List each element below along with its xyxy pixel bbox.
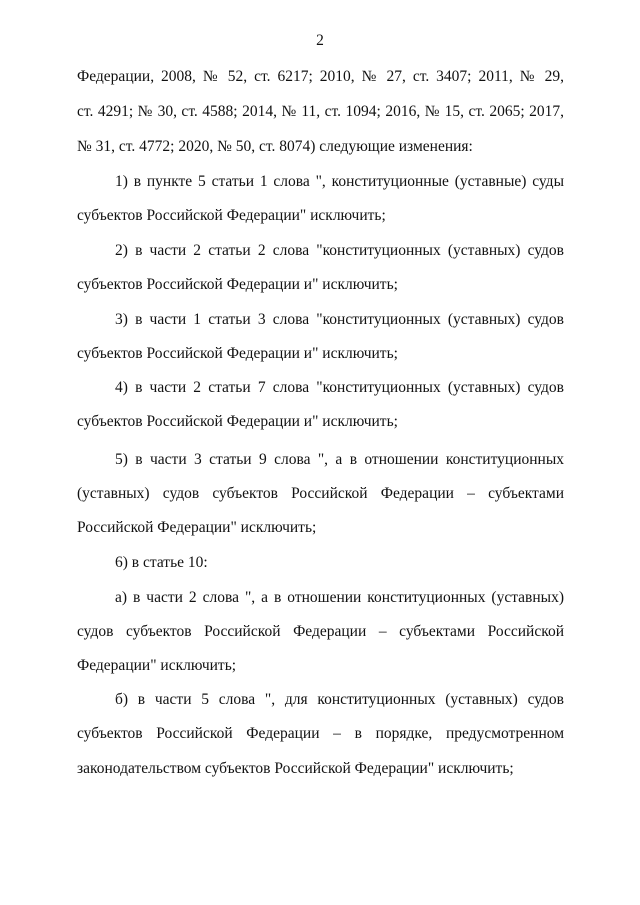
text-line: субъектов Российской Федерации и" исключить; <box>77 276 398 293</box>
text-line: ст. 4291; № 30, ст. 4588; 2014, № 11, ст. 1094; 2016, № 15, ст. 2065; 2017, <box>77 103 564 120</box>
text-line: законодательством субъектов Российской Федерации" исключить; <box>77 760 514 777</box>
text-line: субъектов Российской Федерации и" исключить; <box>77 413 398 430</box>
text-line: Федерации" исключить; <box>77 657 237 674</box>
list-item-line: 2) в части 2 статьи 2 слова "конституционных (уставных) судов <box>115 242 564 259</box>
list-item-line: 6) в статье 10: <box>115 554 208 571</box>
list-item-line: а) в части 2 слова ", а в отношении конституционных (уставных) <box>115 589 564 606</box>
text-line: субъектов Российской Федерации" исключить; <box>77 207 386 224</box>
text-line: Российской Федерации" исключить; <box>77 519 317 536</box>
list-item-line: б) в части 5 слова ", для конституционных (уставных) судов <box>115 691 564 708</box>
text-line: субъектов Российской Федерации и" исключить; <box>77 345 398 362</box>
text-line: Федерации, 2008, № 52, ст. 6217; 2010, № 27, ст. 3407; 2011, № 29, <box>77 68 564 85</box>
page-number: 2 <box>316 32 324 49</box>
text-line: № 31, ст. 4772; 2020, № 50, ст. 8074) следующие изменения: <box>77 138 473 155</box>
text-line: судов субъектов Российской Федерации – субъектами Российской <box>77 623 564 640</box>
list-item-line: 1) в пункте 5 статьи 1 слова ", конституционные (уставные) суды <box>115 173 564 190</box>
list-item-line: 5) в части 3 статьи 9 слова ", а в отношении конституционных <box>115 451 564 468</box>
list-item-line: 3) в части 1 статьи 3 слова "конституционных (уставных) судов <box>115 311 564 328</box>
text-line: субъектов Российской Федерации – в порядке, предусмотренном <box>77 725 564 742</box>
text-line: (уставных) судов субъектов Российской Федерации – субъектами <box>77 485 564 502</box>
list-item-line: 4) в части 2 статьи 7 слова "конституционных (уставных) судов <box>115 379 564 396</box>
